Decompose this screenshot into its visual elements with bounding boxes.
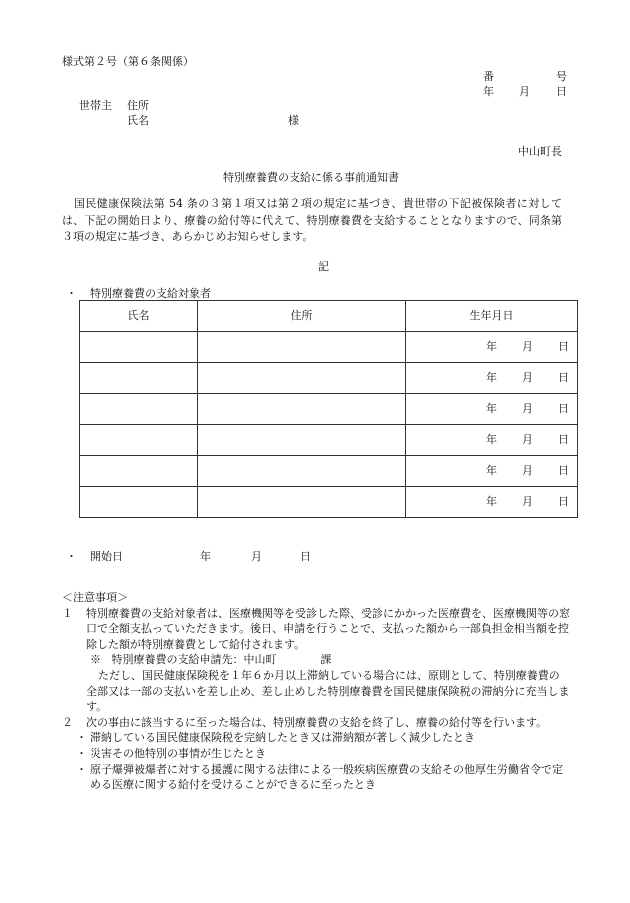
table-row (80, 456, 578, 487)
note-item-2-number: ２ (62, 715, 73, 729)
name-cell[interactable] (80, 394, 198, 425)
birth-month: 月 (522, 464, 533, 477)
targets-table (79, 300, 578, 518)
birthdate-cell[interactable] (406, 456, 578, 487)
table-row (80, 332, 578, 363)
birth-month: 月 (522, 402, 533, 415)
date-year: 年 (483, 85, 494, 98)
address-label: 住所 (127, 99, 149, 112)
table-row (80, 425, 578, 456)
birth-year: 年 (486, 464, 497, 477)
name-cell[interactable] (80, 332, 198, 363)
proviso-text: ただし、国民健康保険税を１年６か月以上滞納している場合には、原則として、特別療養費の全部又は一部の支払いを差し止め、差し止めした特別療養費を国民健康保険税の滞納分に充当します。 (86, 668, 570, 714)
birth-day: 日 (558, 371, 569, 384)
name-cell[interactable] (80, 363, 198, 394)
address-cell[interactable] (198, 363, 406, 394)
birthdate-cell[interactable] (406, 363, 578, 394)
targets-heading: 特別療養費の支給対象者 (90, 287, 211, 300)
birth-day: 日 (558, 464, 569, 477)
issuer: 中山町長 (518, 145, 562, 158)
note-mark: ※ (90, 653, 101, 667)
application-note (62, 652, 570, 668)
address-cell[interactable] (198, 332, 406, 363)
list-item-text: 原子爆弾被爆者に対する援護に関する法律による一般疾病医療費の支給その他厚生労働省令で定める医療に関する給付を受けることができるに至ったとき (90, 762, 563, 792)
list-item-text: 災害その他特別の事情が生じたとき (90, 746, 266, 760)
honorific: 様 (288, 114, 299, 127)
column-header-address: 住所 (198, 301, 406, 332)
start-date-label: 開始日 (90, 550, 123, 563)
address-cell[interactable] (198, 394, 406, 425)
list-bullet: ・ (76, 762, 87, 776)
note-item-1-number: １ (62, 606, 73, 620)
list-bullet: ・ (76, 731, 87, 745)
note-item-1-text: 特別療養費の支給対象者は、医療機関等を受診した際、受診にかかった医療費を、医療機関等の窓口で全額支払っていただきます。後日、申請を行うことで、支払った額から一部負担金相当額を控除した額が特別療養費として給付されます。 (86, 606, 570, 651)
name-cell[interactable] (80, 487, 198, 518)
birth-year: 年 (486, 371, 497, 384)
note-item-2-text: 次の事由に該当するに至った場合は、特別療養費の支給を終了し、療養の給付等を行います。 (86, 715, 548, 729)
birthdate-cell[interactable] (406, 487, 578, 518)
start-date-day: 日 (300, 550, 311, 563)
table-row (80, 394, 578, 425)
birth-year: 年 (486, 340, 497, 353)
column-header-name: 氏名 (80, 301, 198, 332)
note-item-1 (62, 606, 570, 653)
number-suffix: 号 (556, 70, 567, 83)
list-bullet: ・ (76, 746, 87, 760)
notes-section (62, 590, 570, 793)
birth-month: 月 (522, 495, 533, 508)
list-item (76, 730, 570, 746)
body-paragraph: 国民健康保険法第 54 条の３第１項又は第２項の規定に基づき、貴世帯の下記被保険者に対しては、下記の開始日より、療養の給付等に代えて、特別療養費を支給することとなりますので、同条第３項の規定に基づき、あらかじめお知らせします。 (62, 197, 562, 243)
birth-day: 日 (558, 495, 569, 508)
birth-month: 月 (522, 433, 533, 446)
targets-bullet: ・ (66, 287, 77, 300)
start-date-year: 年 (200, 550, 211, 563)
table-header-row (80, 301, 578, 332)
application-destination: 特別療養費の支給申請先：中山町 課 (111, 653, 332, 667)
birth-day: 日 (558, 402, 569, 415)
address-cell[interactable] (198, 456, 406, 487)
list-item (76, 762, 570, 793)
birth-year: 年 (486, 433, 497, 446)
head-of-household-label: 世帯主 (79, 99, 112, 112)
table-row (80, 487, 578, 518)
birth-year: 年 (486, 402, 497, 415)
birth-day: 日 (558, 340, 569, 353)
name-cell[interactable] (80, 425, 198, 456)
birthdate-cell[interactable] (406, 425, 578, 456)
name-label: 氏名 (127, 114, 149, 127)
name-cell[interactable] (80, 456, 198, 487)
document-title: 特別療養費の支給に係る事前通知書 (223, 171, 399, 184)
start-date-bullet: ・ (66, 550, 77, 563)
notes-heading: ＜注意事項＞ (62, 591, 128, 604)
column-header-birthdate: 生年月日 (406, 301, 578, 332)
start-date-month: 月 (251, 550, 262, 563)
table-row (80, 363, 578, 394)
birth-month: 月 (522, 340, 533, 353)
ki-label: 記 (318, 260, 329, 273)
birth-month: 月 (522, 371, 533, 384)
note-item-2 (62, 715, 570, 731)
birth-year: 年 (486, 495, 497, 508)
date-month: 月 (519, 85, 530, 98)
form-number: 様式第２号（第６条関係） (62, 55, 194, 68)
birthdate-cell[interactable] (406, 394, 578, 425)
date-day: 日 (556, 85, 567, 98)
list-item-text: 滞納している国民健康保険税を完納したとき又は滞納額が著しく減少したとき (90, 731, 475, 745)
list-item (76, 746, 570, 762)
address-cell[interactable] (198, 487, 406, 518)
number-label: 番 (483, 70, 494, 83)
address-cell[interactable] (198, 425, 406, 456)
birth-day: 日 (558, 433, 569, 446)
birthdate-cell[interactable] (406, 332, 578, 363)
